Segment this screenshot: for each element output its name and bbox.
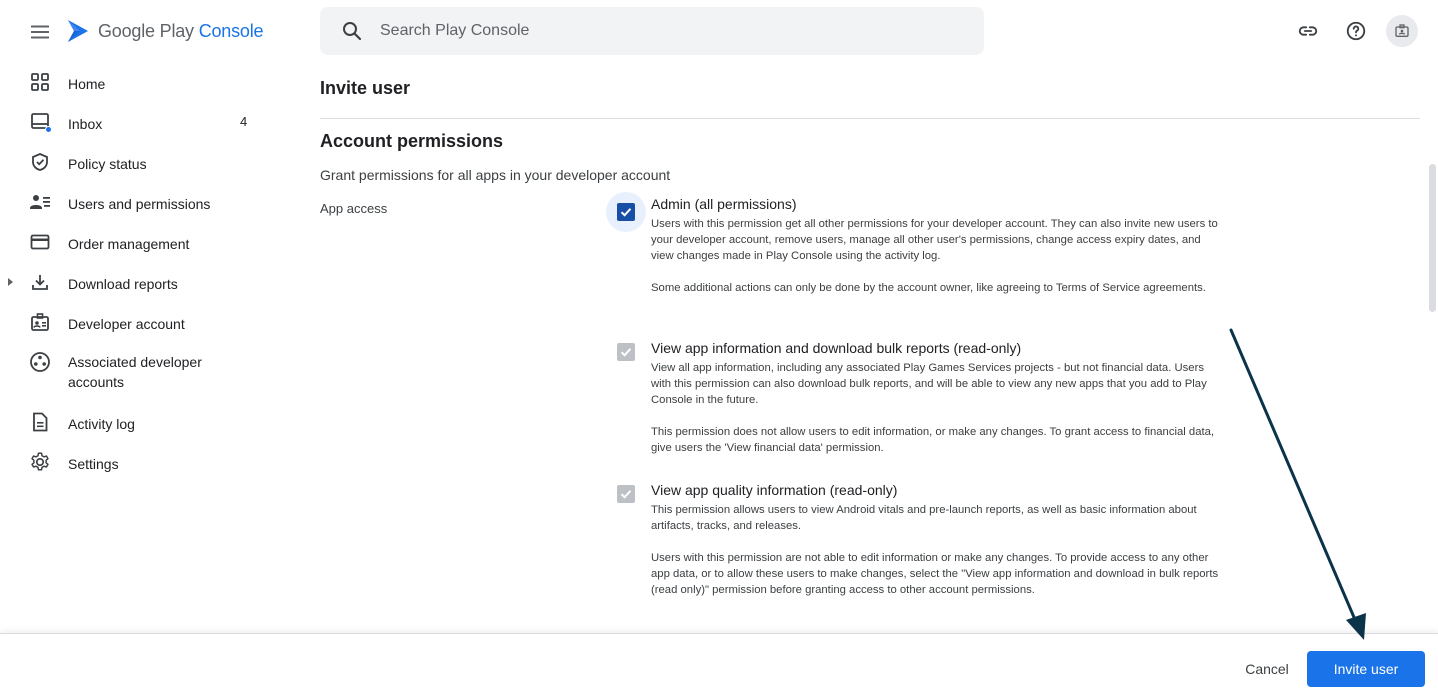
search-input[interactable] [380,7,960,55]
sidebar-item-label: Developer account [68,316,185,332]
sidebar-item-home[interactable] [0,62,300,102]
logo-word-google-play: Google Play [98,20,194,41]
permission-title: View app quality information (read-only) [651,482,898,498]
bottom-action-bar [0,633,1438,700]
play-console-logo-icon [66,18,92,44]
account-icon [1394,23,1410,39]
sidebar-item-order-management[interactable] [0,222,300,262]
section-description: Grant permissions for all apps in your developer account [320,167,671,183]
search-icon[interactable] [340,19,364,43]
sidebar-item-users-and-permissions[interactable] [0,182,300,222]
credit-card-icon [28,230,52,254]
sidebar-item-download-reports[interactable] [0,262,300,302]
sidebar-item-activity-log[interactable] [0,402,300,442]
permission-desc-paragraph: Users with this permission are not able to edit information or make any changes. To provide access to any other app data, or to allow these users to make changes, select the "View app information and download in bulk reports (read only)" permission before granting access to other account permissions. [651,552,1219,596]
permission-desc-paragraph: Some additional actions can only be done by the account owner, like agreeing to Terms of Service agreements. [651,282,1206,294]
logo-text [98,21,263,42]
logo-word-console: Console [198,20,264,41]
play-console-logo[interactable] [66,18,263,44]
inbox-count-badge: 4 [240,114,248,129]
checkbox-checked-disabled [617,343,635,361]
sidebar-item-policy-status[interactable] [0,142,300,182]
app-access-label: App access [320,201,388,216]
help-icon [1345,20,1367,42]
unread-indicator [45,126,52,133]
link-icon [1297,20,1319,42]
search-bar [320,7,984,55]
checkmark-icon [619,205,633,219]
sidebar-item-developer-account[interactable] [0,302,300,342]
content-scrollbar[interactable] [1429,164,1436,312]
title-divider [320,118,1420,119]
gear-icon [28,450,52,474]
view-app-quality-checkbox[interactable] [610,478,642,510]
inbox-icon [28,110,52,134]
permission-title: View app information and download bulk reports (read-only) [651,340,1022,356]
checkbox-checked-disabled [617,485,635,503]
permission-description [651,360,1221,456]
sidebar-item-label: Associated developer accounts [68,354,202,390]
menu-button[interactable] [28,20,52,44]
users-icon [28,190,52,214]
expand-caret-icon[interactable] [8,278,13,286]
home-icon [28,70,52,94]
shield-icon [28,150,52,174]
help-button[interactable] [1340,15,1372,47]
sidebar-item-inbox[interactable] [0,102,300,142]
permission-desc-paragraph: This permission does not allow users to edit information, or make any changes. To grant access to financial data, give users the 'View financial data' permission. [651,426,1215,454]
sidebar-item-label: Inbox [68,116,103,132]
page-title: Invite user [320,78,411,98]
sidebar-item-label: Settings [68,456,119,472]
badge-icon [28,310,52,334]
sidebar-item-label: Home [68,76,106,92]
download-icon [28,270,52,294]
permission-description [651,216,1221,296]
permission-desc-paragraph: This permission allows users to view Android vitals and pre-launch reports, as well as basic information about artifacts, tracks, and releases. [651,504,1197,532]
copy-link-button[interactable] [1292,15,1324,47]
section-title: Account permissions [320,131,504,151]
permission-description [651,502,1221,598]
sidebar [0,62,300,482]
sidebar-item-label: Download reports [68,276,178,292]
cancel-button[interactable]: Cancel [1232,652,1302,686]
sidebar-item-label: Policy status [68,156,147,172]
permission-desc-paragraph: View all app information, including any associated Play Games Services projects - but not financial data. Users with this permission can also download bulk reports, and will be able to view any new apps that you add to Play Console in the future. [651,362,1207,406]
linked-accounts-icon [28,350,52,374]
invite-user-button[interactable]: Invite user [1307,651,1425,687]
checkmark-icon [619,487,633,501]
checkbox-checked [617,203,635,221]
checkmark-icon [619,345,633,359]
account-button[interactable] [1386,15,1418,47]
hamburger-menu-icon [30,24,50,40]
sidebar-item-associated-developer-accounts[interactable] [0,342,300,402]
sidebar-item-label: Activity log [68,416,135,432]
admin-checkbox[interactable] [606,192,646,232]
sidebar-item-label: Order management [68,236,190,252]
document-icon [28,410,52,434]
view-app-info-checkbox[interactable] [610,336,642,368]
permission-title: Admin (all permissions) [651,196,797,212]
permission-desc-paragraph: Users with this permission get all other permissions for your developer account. They can also invite new users to your developer account, remove users, manage all other user's permissions, change access expiry dates, and view changes made in Play Console using the activity log. [651,218,1218,262]
sidebar-item-settings[interactable] [0,442,300,482]
sidebar-item-label: Users and permissions [68,196,211,212]
